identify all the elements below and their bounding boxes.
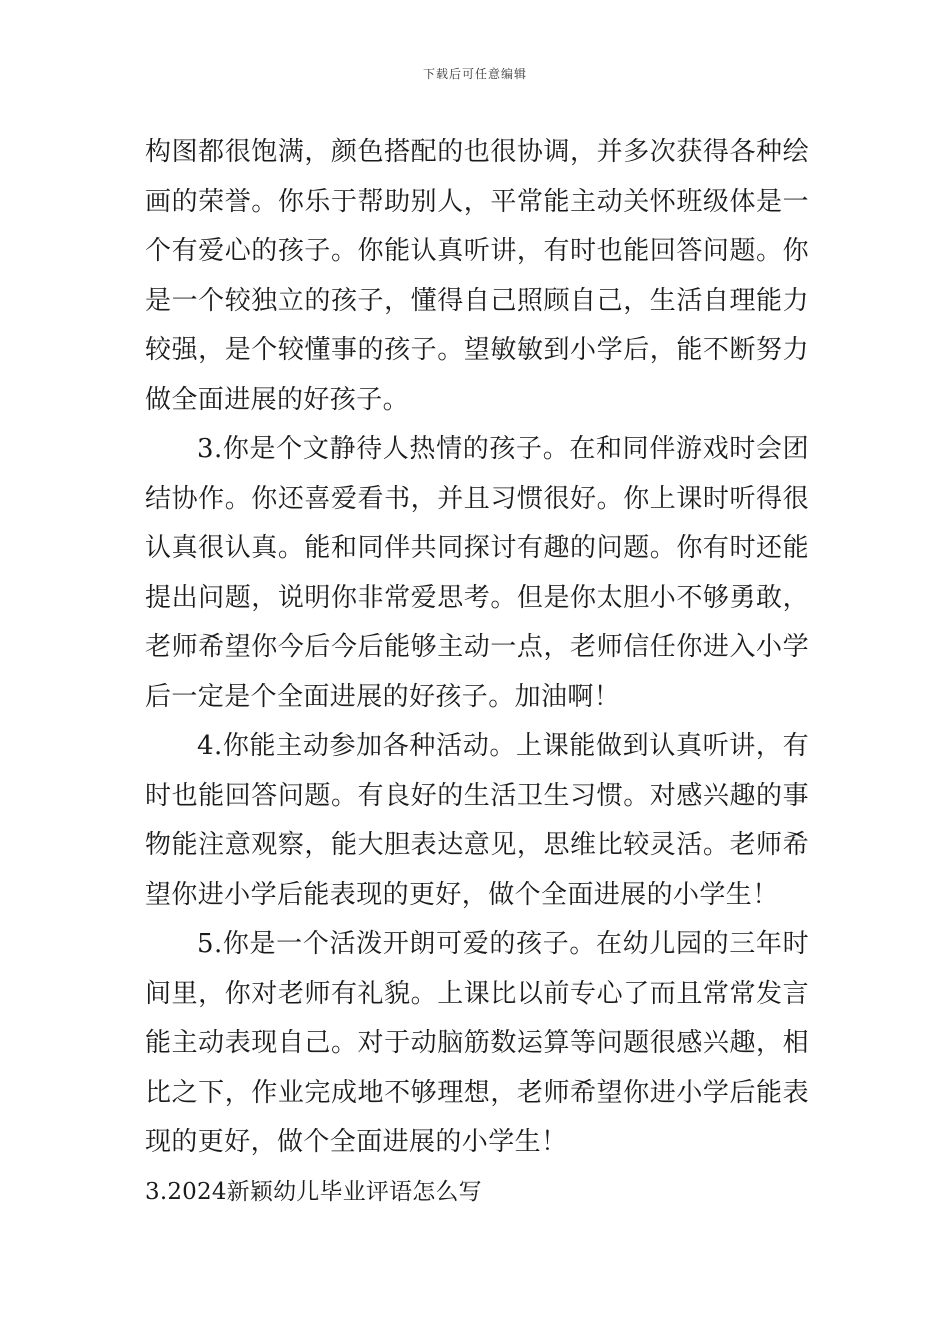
paragraph-continuation: 构图都很饱满，颜色搭配的也很协调，并多次获得各种绘画的荣誉。你乐于帮助别人，平常能主动关怀班级体是一个有爱心的孩子。你能认真听讲，有时也能回答问题。你是一个较独立的孩子，懂得自己照顾自己，生活自理能力较强，是个较懂事的孩子。望敏敏到小学后，能不断努力做全面进展的好孩子。 xyxy=(145,137,809,415)
page-header-note: 下载后可任意编辑 xyxy=(422,67,527,81)
paragraph-comment-4: 4.你能主动参加各种活动。上课能做到认真听讲，有时也能回答问题。有良好的生活卫生习惯。对感兴趣的事物能注意观察，能大胆表达意见，思维比较灵活。老师希望你进小学后能表现的更好，做个全面进展的小学生！ xyxy=(145,731,809,910)
document-body xyxy=(145,128,809,1217)
paragraph-comment-3: 3.你是个文静待人热情的孩子。在和同伴游戏时会团结协作。你还喜爱看书，并且习惯很好。你上课时听得很认真很认真。能和同伴共同探讨有趣的问题。你有时还能提出问题，说明你非常爱思考。但是你太胆小不够勇敢，老师希望你今后今后能够主动一点，老师信任你进入小学后一定是个全面进展的好孩子。加油啊！ xyxy=(145,434,809,712)
section-heading: 3.2024新颖幼儿毕业评语怎么写 xyxy=(145,1178,482,1205)
paragraph-comment-5: 5.你是一个活泼开朗可爱的孩子。在幼儿园的三年时间里，你对老师有礼貌。上课比以前专心了而且常常发言能主动表现自己。对于动脑筋数运算等问题很感兴趣，相比之下，作业完成地不够理想，老师希望你进小学后能表现的更好，做个全面进展的小学生！ xyxy=(145,929,809,1157)
